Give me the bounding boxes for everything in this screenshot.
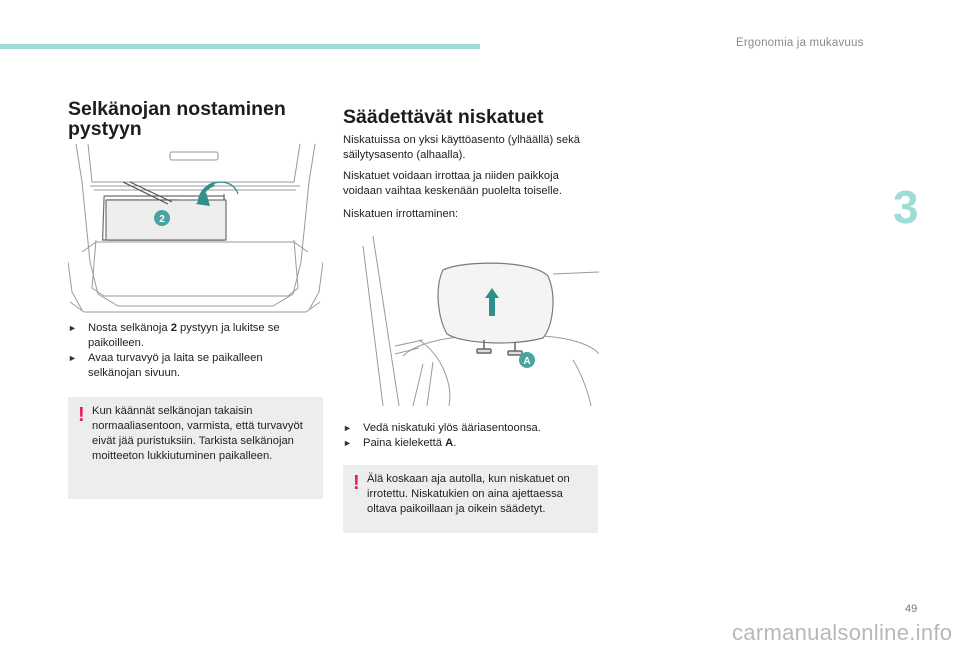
exclamation-icon: ! [353,472,360,494]
exclamation-icon: ! [78,404,85,426]
arrow-bullet-icon: ► [343,423,352,433]
left-bullet-1: ► Nosta selkänoja 2 pystyyn ja lukitse se paikoilleen. [68,322,280,349]
header-accent-bar [0,44,480,49]
left-bullet-2: ► Avaa turvavyö ja laita se paikalleen selkänojan sivuun. [68,352,263,379]
figure-label-2: 2 [159,214,165,225]
right-instructions [343,421,588,451]
page-number: 49 [905,603,918,615]
arrow-bullet-icon: ► [343,438,352,448]
right-intro-2: Niskatuet voidaan irrottaa ja niiden paikkoja voidaan vaihtaa keskenään puolelta toiselle. [343,170,562,197]
headrest-illustration [343,236,599,406]
right-intro-1: Niskatuissa on yksi käyttöasento (ylhäällä) sekä säilytysasento (alhaalla). [343,134,580,161]
right-bullet-2: ► Paina kielekettä A. [343,437,457,449]
right-warning-text: Älä koskaan aja autolla, kun niskatuet on irrotettu. Niskatukien on aina ajettaessa oltava paikoillaan ja oikein säädetyt. [367,473,570,515]
arrow-bullet-icon: ► [68,323,77,333]
figure-label-a: A [523,356,531,367]
right-intro-3: Niskatuen irrottaminen: [343,208,459,220]
arrow-bullet-icon: ► [68,353,77,363]
left-warning-box [68,397,323,499]
left-instructions [68,321,313,381]
left-warning-text: Kun käännät selkänojan takaisin normaaliasentoon, varmista, että turvavyöt eivät jää puristuksiin. Tarkista selkänojan moitteeton lukkiutuminen paikalleen. [92,405,303,462]
right-bullet-1: ► Vedä niskatuki ylös ääriasentoonsa. [343,422,541,434]
left-heading: Selkänojan nostaminen pystyyn [68,98,286,140]
section-title: Ergonomia ja mukavuus [736,37,864,49]
watermark: carmanualsonline.info [732,620,953,645]
right-warning-box [343,465,598,533]
chapter-number: 3 [893,181,919,233]
right-heading: Säädettävät niskatuet [343,106,544,128]
trunk-seatback-illustration [68,142,323,314]
